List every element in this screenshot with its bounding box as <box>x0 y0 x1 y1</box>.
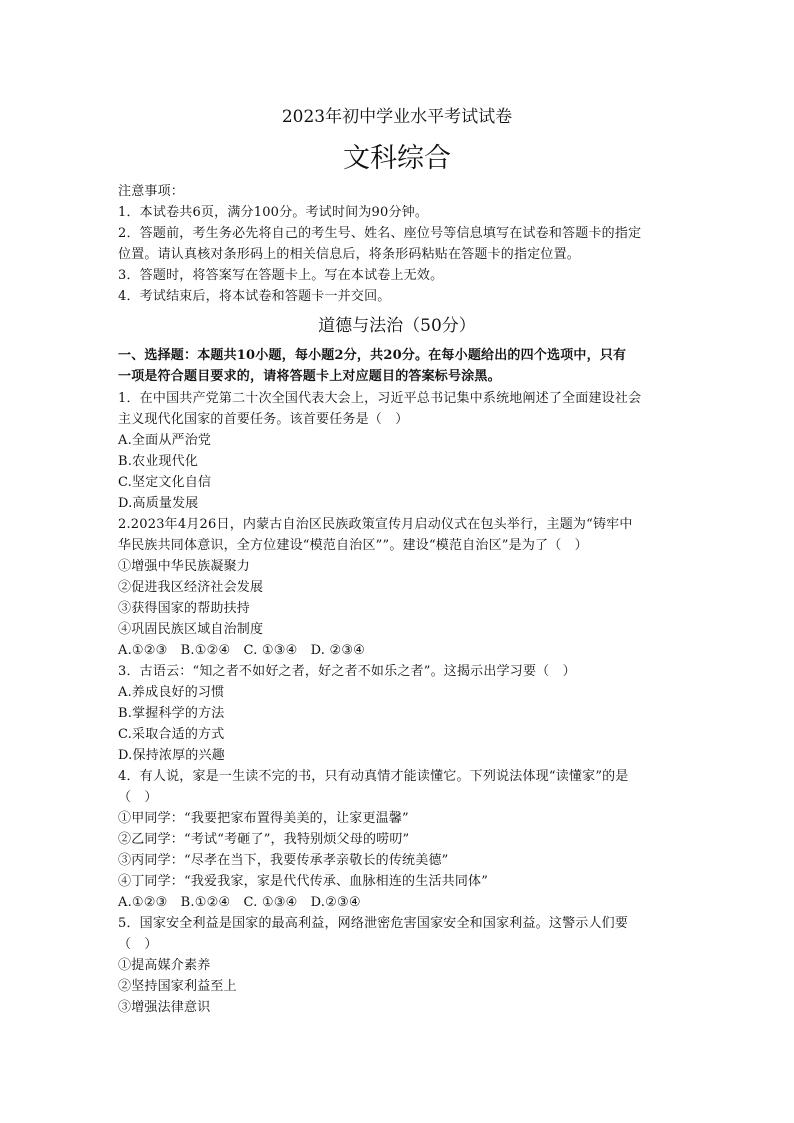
q2-item-3: ③获得国家的帮助扶持 <box>118 601 251 616</box>
q3-option-a: A.养成良好的习惯 <box>118 685 225 700</box>
q3-option-d: D.保持浓厚的兴趣 <box>118 748 225 763</box>
q2-stem-line-2: 华民族共同体意识，全方位建设“模范自治区””。建设“模范自治区”是为了（ ） <box>118 538 588 553</box>
q4-item-4: ④丁同学：“我爱我家，家是代代传承、血脉相连的生活共同体” <box>118 874 489 889</box>
q5-item-3: ③增强法律意识 <box>118 1000 211 1015</box>
q1-option-a: A.全面从严治党 <box>118 433 212 448</box>
q4-stem-line-1: 4．有人说，家是一生读不完的书，只有动真情才能读懂它。下列说法体现“读懂家”的是 <box>118 769 629 784</box>
q5-stem-line-1: 5．国家安全利益是国家的最高利益，网络泄密危害国家安全和国家利益。这警示人们要 <box>118 916 629 931</box>
section-instructions-line-2: 一项是符合题目要求的，请将答题卡上对应题目的答案标号涂黑。 <box>118 369 501 384</box>
q2-item-1: ①增强中华民族凝聚力 <box>118 559 251 574</box>
q2-item-4: ④巩固民族区域自治制度 <box>118 622 264 637</box>
q4-stem-line-2: （ ） <box>118 790 158 805</box>
q2-item-2: ②促进我区经济社会发展 <box>118 580 264 595</box>
paper-title: 文科综合 <box>343 143 451 174</box>
q5-item-2: ②坚持国家利益至上 <box>118 979 237 994</box>
q3-option-b: B.掌握科学的方法 <box>118 706 225 721</box>
q1-option-c: C.坚定文化自信 <box>118 475 212 490</box>
q5-stem-line-2: （ ） <box>118 937 158 952</box>
q4-item-3: ③丙同学：“尽孝在当下，我要传承孝亲敬长的传统美德” <box>118 853 449 868</box>
q3-option-c: C.采取合适的方式 <box>118 727 225 742</box>
q4-choices: A.①②③ B.①②④ C. ①③④ D.②③④ <box>118 895 361 910</box>
q1-option-b: B.农业现代化 <box>118 454 199 469</box>
subject-heading: 道德与法治（50分） <box>318 316 476 336</box>
notes-heading: 注意事项： <box>118 184 185 199</box>
q1-option-d: D.高质量发展 <box>118 496 199 511</box>
q5-item-1: ①提高媒介素养 <box>118 958 211 973</box>
q2-stem-line-1: 2.2023年4月26日，内蒙古自治区民族政策宣传月启动仪式在包头举行，主题为“铸牢中 <box>118 517 633 532</box>
q4-item-1: ①甲同学：“我要把家布置得美美的，让家更温馨” <box>118 811 409 826</box>
note-1: 1．本试卷共6页，满分100分。考试时间为90分钟。 <box>118 205 429 220</box>
section-instructions-line-1: 一、选择题：本题共10小题，每小题2分，共20分。在每小题给出的四个选项中，只有 <box>118 348 627 363</box>
q2-choices: A.①②③ B.①②④ C. ①③④ D. ②③④ <box>118 643 366 658</box>
q1-stem-line-2: 主义现代化国家的首要任务。该首要任务是（ ） <box>118 412 409 427</box>
note-2-line-2: 位置。请认真核对条形码上的相关信息后，将条形码粘贴在答题卡的指定位置。 <box>118 247 581 262</box>
note-3: 3．答题时，将答案写在答题卡上。写在本试卷上无效。 <box>118 268 444 283</box>
note-4: 4．考试结束后，将本试卷和答题卡一并交回。 <box>118 289 391 304</box>
exam-title: 2023年初中学业水平考试试卷 <box>281 107 513 127</box>
q1-stem-line-1: 1．在中国共产党第二十次全国代表大会上，习近平总书记集中系统地阐述了全面建设社会 <box>118 391 642 406</box>
q3-stem: 3．古语云：“知之者不如好之者，好之者不如乐之者”。这揭示出学习要（ ） <box>118 664 576 679</box>
q4-item-2: ②乙同学：“考试“考砸了”，我特别烦父母的唠叨” <box>118 832 410 847</box>
note-2-line-1: 2．答题前，考生务必先将自己的考生号、姓名、座位号等信息填写在试卷和答题卡的指定 <box>118 226 642 241</box>
